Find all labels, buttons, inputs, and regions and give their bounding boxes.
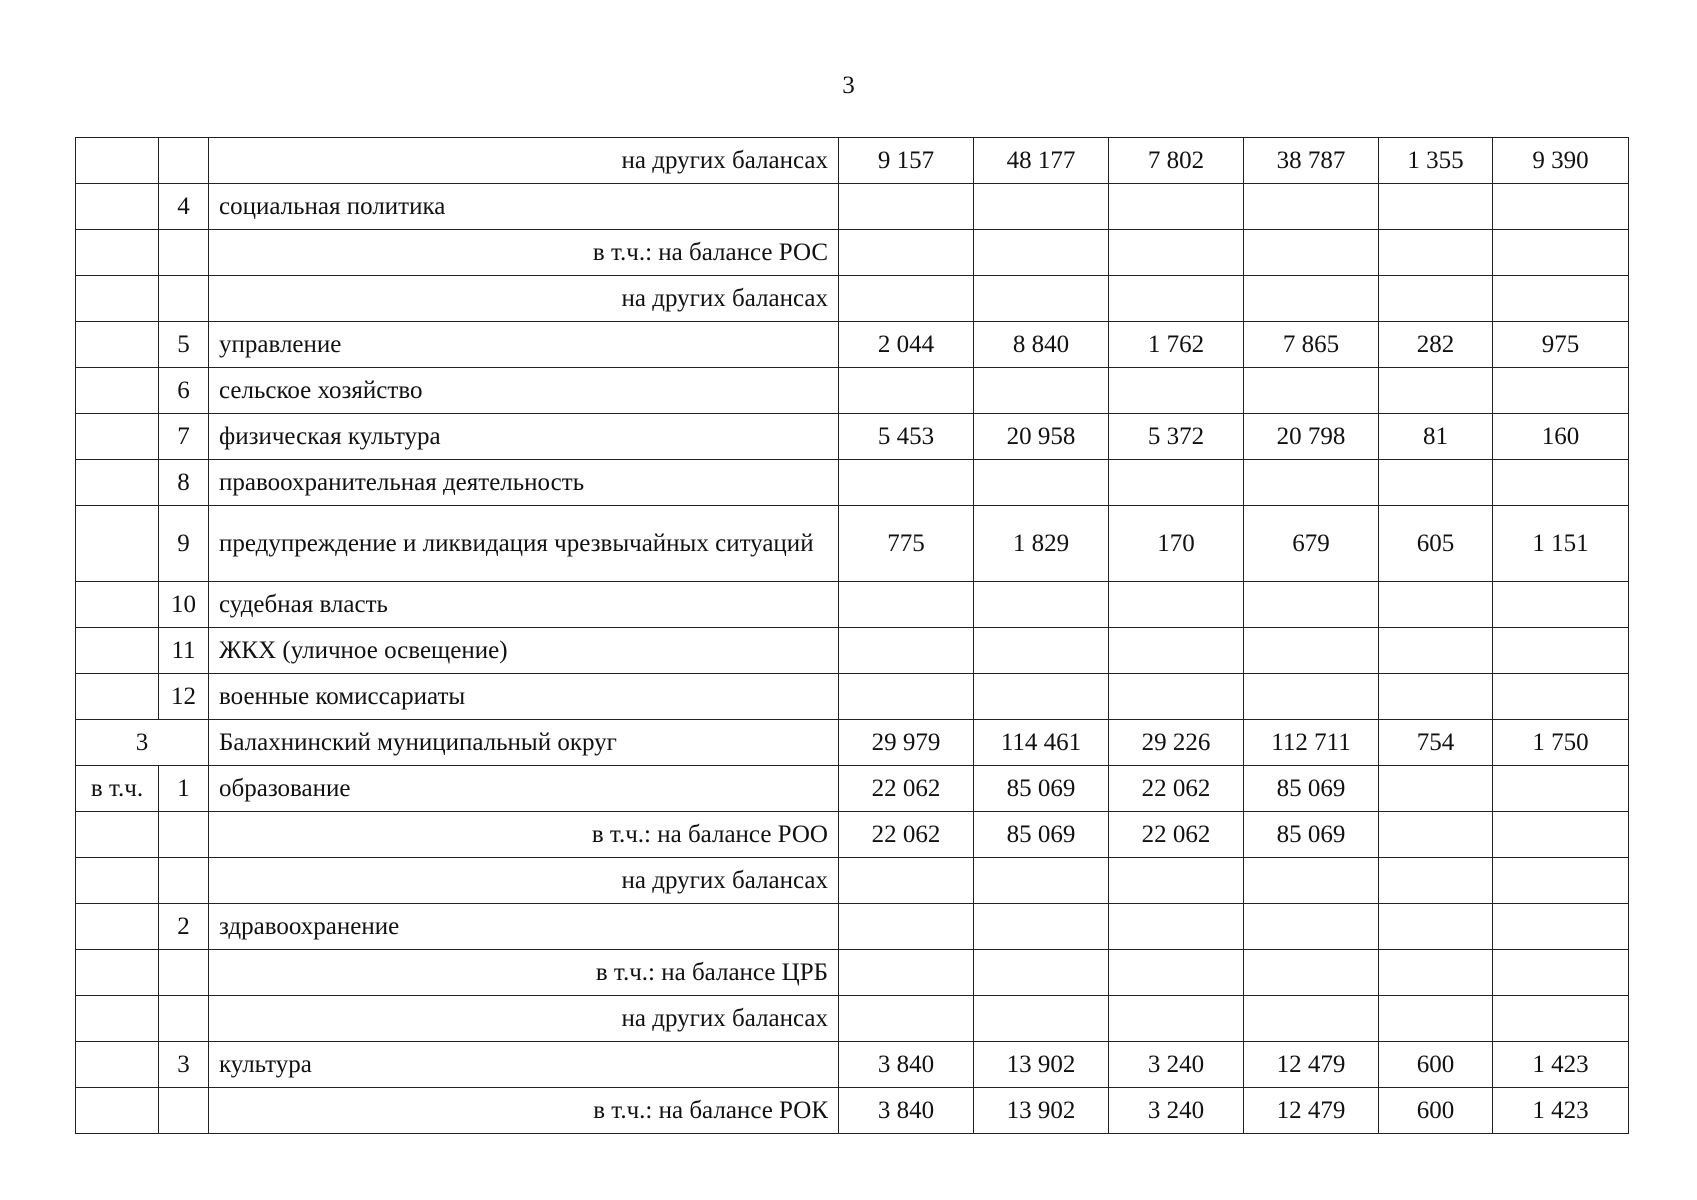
row-name: сельское хозяйство (209, 368, 839, 414)
value-cell-3: 29 226 (1109, 720, 1244, 766)
value-cell-2: 114 461 (974, 720, 1109, 766)
value-cell-4: 12 479 (1244, 1088, 1379, 1134)
row-item-number (159, 858, 209, 904)
value-cell-2: 85 069 (974, 766, 1109, 812)
value-cell-2 (974, 996, 1109, 1042)
value-cell-6: 9 390 (1493, 138, 1629, 184)
value-cell-1: 2 044 (839, 322, 974, 368)
row-name: физическая культура (209, 414, 839, 460)
value-cell-4: 12 479 (1244, 1042, 1379, 1088)
row-name: управление (209, 322, 839, 368)
row-group-label (76, 460, 159, 506)
value-cell-1: 9 157 (839, 138, 974, 184)
value-cell-5: 754 (1379, 720, 1493, 766)
row-group-label (76, 812, 159, 858)
row-name: военные комиссариаты (209, 674, 839, 720)
value-cell-1 (839, 184, 974, 230)
value-cell-1 (839, 996, 974, 1042)
value-cell-4: 679 (1244, 506, 1379, 582)
value-cell-1 (839, 230, 974, 276)
value-cell-3: 7 802 (1109, 138, 1244, 184)
value-cell-1: 775 (839, 506, 974, 582)
row-group-label (76, 904, 159, 950)
value-cell-1 (839, 628, 974, 674)
value-cell-6 (1493, 276, 1629, 322)
row-group-label (76, 230, 159, 276)
value-cell-3 (1109, 582, 1244, 628)
row-item-number (159, 996, 209, 1042)
row-name: в т.ч.: на балансе РОО (209, 812, 839, 858)
value-cell-6: 1 423 (1493, 1042, 1629, 1088)
value-cell-4 (1244, 996, 1379, 1042)
value-cell-2: 85 069 (974, 812, 1109, 858)
value-cell-1 (839, 368, 974, 414)
row-group-label (76, 322, 159, 368)
row-group-label (76, 996, 159, 1042)
row-item-number (159, 950, 209, 996)
value-cell-6 (1493, 230, 1629, 276)
value-cell-1: 3 840 (839, 1042, 974, 1088)
row-name: образование (209, 766, 839, 812)
value-cell-3: 3 240 (1109, 1042, 1244, 1088)
value-cell-4 (1244, 628, 1379, 674)
row-group-label (76, 368, 159, 414)
value-cell-5: 600 (1379, 1088, 1493, 1134)
table-row (76, 368, 1629, 414)
value-cell-1: 22 062 (839, 766, 974, 812)
value-cell-5 (1379, 766, 1493, 812)
value-cell-5: 605 (1379, 506, 1493, 582)
table-row (76, 904, 1629, 950)
value-cell-1 (839, 276, 974, 322)
row-name: на других балансах (209, 996, 839, 1042)
value-cell-3: 5 372 (1109, 414, 1244, 460)
value-cell-6 (1493, 184, 1629, 230)
value-cell-3 (1109, 904, 1244, 950)
value-cell-3 (1109, 674, 1244, 720)
row-name: социальная политика (209, 184, 839, 230)
value-cell-4 (1244, 904, 1379, 950)
value-cell-6 (1493, 996, 1629, 1042)
row-group-label (76, 506, 159, 582)
value-cell-3: 22 062 (1109, 812, 1244, 858)
value-cell-1 (839, 904, 974, 950)
value-cell-6: 975 (1493, 322, 1629, 368)
value-cell-5: 600 (1379, 1042, 1493, 1088)
value-cell-2 (974, 674, 1109, 720)
row-name: судебная власть (209, 582, 839, 628)
value-cell-2: 13 902 (974, 1088, 1109, 1134)
row-group-label (76, 950, 159, 996)
value-cell-5: 1 355 (1379, 138, 1493, 184)
row-group-label: в т.ч. (76, 766, 159, 812)
value-cell-3: 1 762 (1109, 322, 1244, 368)
value-cell-2: 20 958 (974, 414, 1109, 460)
page-number: 3 (842, 72, 855, 99)
value-cell-3 (1109, 230, 1244, 276)
value-cell-5 (1379, 184, 1493, 230)
value-cell-2 (974, 950, 1109, 996)
row-name: здравоохранение (209, 904, 839, 950)
table-row (76, 414, 1629, 460)
row-group-label (76, 414, 159, 460)
table-row (76, 720, 1629, 766)
row-item-number (159, 1088, 209, 1134)
table-row (76, 322, 1629, 368)
value-cell-1: 22 062 (839, 812, 974, 858)
row-name: ЖКХ (уличное освещение) (209, 628, 839, 674)
value-cell-2: 1 829 (974, 506, 1109, 582)
value-cell-5 (1379, 582, 1493, 628)
value-cell-6 (1493, 368, 1629, 414)
value-cell-6: 1 750 (1493, 720, 1629, 766)
value-cell-2: 13 902 (974, 1042, 1109, 1088)
value-cell-6: 160 (1493, 414, 1629, 460)
row-item-number: 3 (159, 1042, 209, 1088)
value-cell-1 (839, 858, 974, 904)
value-cell-6 (1493, 766, 1629, 812)
row-item-number: 1 (159, 766, 209, 812)
row-name: на других балансах (209, 138, 839, 184)
row-item-number: 10 (159, 582, 209, 628)
value-cell-6 (1493, 904, 1629, 950)
table-row (76, 276, 1629, 322)
value-cell-4 (1244, 368, 1379, 414)
table-row (76, 628, 1629, 674)
value-cell-1: 5 453 (839, 414, 974, 460)
row-item-number (159, 812, 209, 858)
table-row (76, 184, 1629, 230)
value-cell-1 (839, 582, 974, 628)
value-cell-4: 85 069 (1244, 766, 1379, 812)
row-group-label (76, 628, 159, 674)
row-name: в т.ч.: на балансе РОК (209, 1088, 839, 1134)
value-cell-3 (1109, 276, 1244, 322)
value-cell-2 (974, 582, 1109, 628)
row-group-label (76, 858, 159, 904)
table-row (76, 1042, 1629, 1088)
value-cell-5 (1379, 858, 1493, 904)
value-cell-6 (1493, 628, 1629, 674)
table-row (76, 766, 1629, 812)
value-cell-1 (839, 460, 974, 506)
value-cell-6 (1493, 674, 1629, 720)
value-cell-4: 112 711 (1244, 720, 1379, 766)
value-cell-3 (1109, 628, 1244, 674)
table-row (76, 506, 1629, 582)
value-cell-3 (1109, 858, 1244, 904)
value-cell-5 (1379, 368, 1493, 414)
value-cell-6: 1 151 (1493, 506, 1629, 582)
row-name: культура (209, 1042, 839, 1088)
row-item-number: 2 (159, 904, 209, 950)
value-cell-4 (1244, 460, 1379, 506)
row-item-number: 6 (159, 368, 209, 414)
value-cell-4 (1244, 230, 1379, 276)
value-cell-5 (1379, 904, 1493, 950)
value-cell-4: 85 069 (1244, 812, 1379, 858)
table-row (76, 996, 1629, 1042)
value-cell-4 (1244, 184, 1379, 230)
row-name: Балахнинский муниципальный округ (209, 720, 839, 766)
row-name: в т.ч.: на балансе ЦРБ (209, 950, 839, 996)
value-cell-5 (1379, 276, 1493, 322)
value-cell-3: 22 062 (1109, 766, 1244, 812)
value-cell-2 (974, 904, 1109, 950)
table-row (76, 858, 1629, 904)
value-cell-3 (1109, 184, 1244, 230)
value-cell-5: 282 (1379, 322, 1493, 368)
row-name: на других балансах (209, 858, 839, 904)
value-cell-4 (1244, 276, 1379, 322)
value-cell-3 (1109, 996, 1244, 1042)
row-item-number (159, 138, 209, 184)
value-cell-6: 1 423 (1493, 1088, 1629, 1134)
value-cell-3 (1109, 950, 1244, 996)
value-cell-5 (1379, 460, 1493, 506)
row-item-number: 8 (159, 460, 209, 506)
value-cell-2 (974, 276, 1109, 322)
value-cell-2: 48 177 (974, 138, 1109, 184)
row-name: правоохранительная деятельность (209, 460, 839, 506)
row-group-label (76, 1088, 159, 1134)
value-cell-3: 170 (1109, 506, 1244, 582)
row-item-number: 7 (159, 414, 209, 460)
table-body (76, 138, 1629, 1134)
row-item-number: 12 (159, 674, 209, 720)
row-item-number: 11 (159, 628, 209, 674)
value-cell-6 (1493, 582, 1629, 628)
value-cell-1 (839, 950, 974, 996)
value-cell-3 (1109, 368, 1244, 414)
table-row (76, 230, 1629, 276)
value-cell-3: 3 240 (1109, 1088, 1244, 1134)
row-item-number: 4 (159, 184, 209, 230)
value-cell-2 (974, 460, 1109, 506)
row-item-number (159, 276, 209, 322)
table-row (76, 1088, 1629, 1134)
table-row (76, 950, 1629, 996)
value-cell-5 (1379, 230, 1493, 276)
table-row (76, 460, 1629, 506)
value-cell-2 (974, 858, 1109, 904)
value-cell-5 (1379, 628, 1493, 674)
row-group-label (76, 184, 159, 230)
value-cell-5: 81 (1379, 414, 1493, 460)
row-group-label (76, 582, 159, 628)
value-cell-4 (1244, 858, 1379, 904)
row-group-label (76, 1042, 159, 1088)
row-group-label (76, 138, 159, 184)
value-cell-6 (1493, 950, 1629, 996)
value-cell-6 (1493, 460, 1629, 506)
data-table (75, 137, 1629, 1134)
value-cell-6 (1493, 858, 1629, 904)
row-group-label (76, 674, 159, 720)
value-cell-4: 38 787 (1244, 138, 1379, 184)
row-item-number: 9 (159, 506, 209, 582)
table-row (76, 812, 1629, 858)
row-item-number (159, 230, 209, 276)
value-cell-5 (1379, 674, 1493, 720)
table-row (76, 138, 1629, 184)
value-cell-6 (1493, 812, 1629, 858)
value-cell-5 (1379, 812, 1493, 858)
value-cell-4: 7 865 (1244, 322, 1379, 368)
value-cell-1: 29 979 (839, 720, 974, 766)
row-group-number: 3 (76, 720, 209, 766)
row-item-number: 5 (159, 322, 209, 368)
value-cell-4 (1244, 674, 1379, 720)
value-cell-1 (839, 674, 974, 720)
value-cell-2 (974, 628, 1109, 674)
value-cell-4: 20 798 (1244, 414, 1379, 460)
value-cell-1: 3 840 (839, 1088, 974, 1134)
value-cell-3 (1109, 460, 1244, 506)
value-cell-2: 8 840 (974, 322, 1109, 368)
row-name: в т.ч.: на балансе РОС (209, 230, 839, 276)
value-cell-2 (974, 368, 1109, 414)
value-cell-5 (1379, 950, 1493, 996)
row-name: на других балансах (209, 276, 839, 322)
value-cell-4 (1244, 582, 1379, 628)
value-cell-5 (1379, 996, 1493, 1042)
value-cell-4 (1244, 950, 1379, 996)
row-name: предупреждение и ликвидация чрезвычайных ситуаций (209, 506, 839, 582)
value-cell-2 (974, 230, 1109, 276)
value-cell-2 (974, 184, 1109, 230)
table-row (76, 582, 1629, 628)
row-group-label (76, 276, 159, 322)
table-row (76, 674, 1629, 720)
